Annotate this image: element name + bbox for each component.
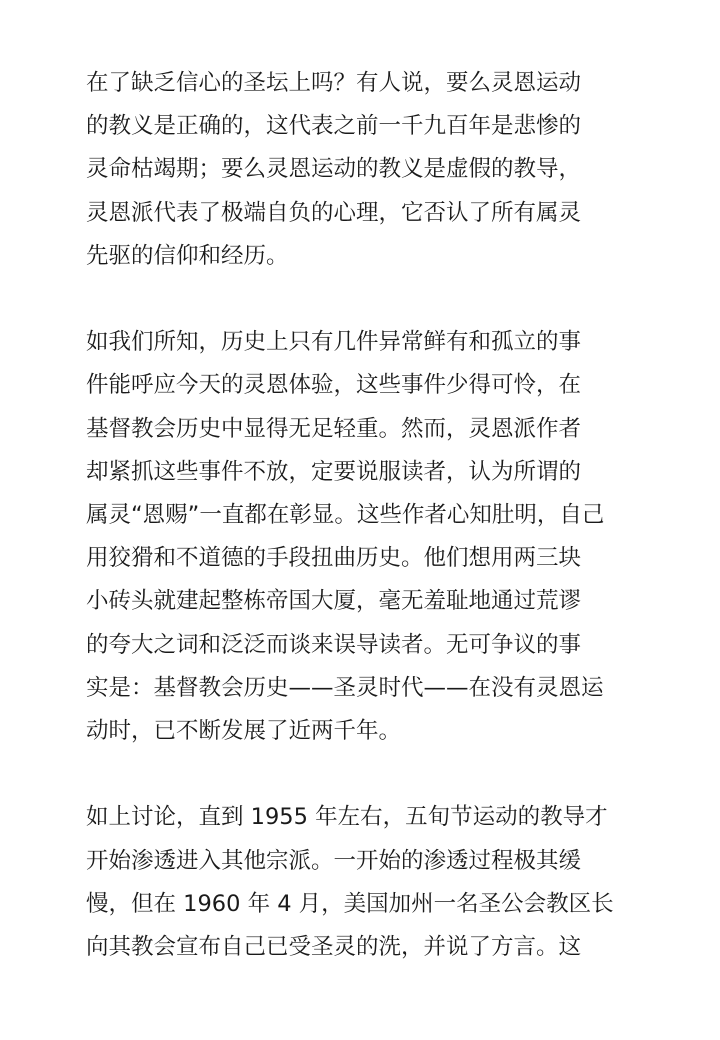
text-line: 慢，但在 1960 年 4 月，美国加州一名圣公会教区长 — [86, 890, 614, 917]
paragraph-spacer — [86, 753, 646, 796]
paragraph-spacer — [86, 278, 646, 321]
text-line: 的教义是正确的，这代表之前一千九百年是悲惨的 — [86, 113, 582, 140]
text-line: 灵恩派代表了极端自负的心理，它否认了所有属灵 — [86, 199, 582, 226]
text-line: 动时，已不断发展了近两千年。 — [86, 718, 402, 745]
paragraph-2 — [86, 321, 646, 753]
paragraph-1 — [86, 62, 646, 278]
text-line: 用狡猾和不道德的手段扭曲历史。他们想用两三块 — [86, 545, 582, 572]
text-line: 向其教会宣布自己已受圣灵的洗，并说了方言。这 — [86, 934, 582, 961]
text-line: 基督教会历史中显得无足轻重。然而，灵恩派作者 — [86, 415, 582, 442]
text-line: 小砖头就建起整栋帝国大厦，毫无羞耻地通过荒谬 — [86, 588, 582, 615]
text-line: 灵命枯竭期；要么灵恩运动的教义是虚假的教导， — [86, 156, 582, 183]
text-line: 却紧抓这些事件不放，定要说服读者，认为所谓的 — [86, 458, 582, 485]
paragraph-3 — [86, 796, 646, 969]
text-line: 先驱的信仰和经历。 — [86, 242, 289, 269]
text-line: 如我们所知，历史上只有几件异常鲜有和孤立的事 — [86, 329, 582, 356]
text-line: 在了缺乏信心的圣坛上吗？有人说，要么灵恩运动 — [86, 70, 582, 96]
text-line: 的夸大之词和泛泛而谈来误导读者。无可争议的事 — [86, 631, 582, 658]
text-line: 件能呼应今天的灵恩体验，这些事件少得可怜，在 — [86, 372, 582, 399]
text-line: 开始渗透进入其他宗派。一开始的渗透过程极其缓 — [86, 847, 582, 874]
text-line: 属灵“恩赐”一直都在彰显。这些作者心知肚明，自己 — [86, 502, 605, 529]
document-page — [86, 62, 646, 969]
text-line: 实是：基督教会历史——圣灵时代——在没有灵恩运 — [86, 674, 604, 701]
text-line: 如上讨论，直到 1955 年左右，五旬节运动的教导才 — [86, 804, 608, 831]
